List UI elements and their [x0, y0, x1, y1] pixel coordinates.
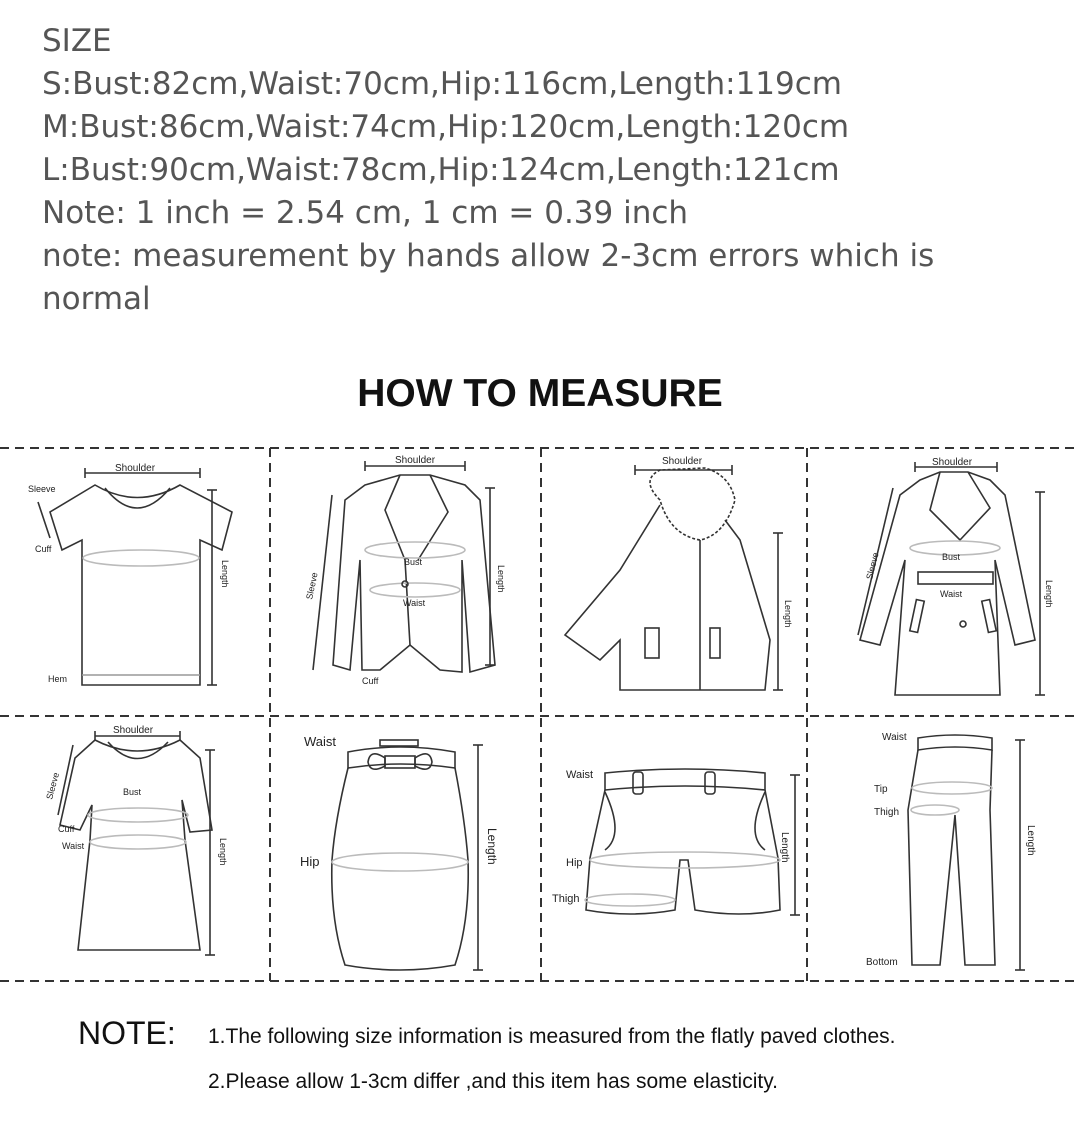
dress-cuff-label: Cuff	[58, 824, 75, 834]
tshirt-hem-label: Hem	[48, 674, 68, 684]
trench-waist-label: Waist	[940, 589, 963, 599]
skirt-hip-label: Hip	[300, 854, 320, 869]
pants-tip-label: Tip	[874, 784, 888, 795]
trench-shoulder-label: Shoulder	[932, 457, 973, 468]
cape-length-label: Length	[783, 600, 793, 628]
pants-thigh-label: Thigh	[874, 807, 900, 818]
blazer-length-label: Length	[496, 565, 506, 593]
size-s-line: S:Bust:82cm,Waist:70cm,Hip:116cm,Length:119cm	[42, 66, 842, 102]
tshirt-cuff-label: Cuff	[35, 544, 52, 554]
tshirt-diagram	[38, 468, 232, 685]
dress-shoulder-label: Shoulder	[113, 725, 154, 736]
cape-shoulder-label: Shoulder	[662, 456, 703, 467]
blazer-bust-label: Bust	[404, 557, 423, 567]
note-item-2: 2.Please allow 1-3cm differ ,and this item has some elasticity.	[208, 1070, 778, 1093]
measurement-error-note: note: measurement by hands allow 2-3cm errors which is normal	[42, 238, 935, 317]
dress-waist-label: Waist	[62, 841, 85, 851]
trench-coat-diagram	[858, 462, 1045, 695]
shorts-waist-label: Waist	[566, 769, 594, 781]
cape-diagram	[565, 465, 783, 690]
measure-diagram-grid	[0, 440, 1080, 985]
size-info	[42, 20, 1052, 321]
shorts-diagram	[585, 769, 800, 915]
shorts-thigh-label: Thigh	[552, 893, 580, 905]
skirt-length-label: Length	[485, 828, 499, 865]
shorts-hip-label: Hip	[566, 857, 583, 869]
measure-diagrams	[0, 440, 1080, 985]
pants-length-label: Length	[1025, 825, 1036, 856]
dress-sleeve-label: Sleeve	[44, 771, 62, 801]
size-l-line: L:Bust:90cm,Waist:78cm,Hip:124cm,Length:121cm	[42, 152, 840, 188]
pants-diagram	[908, 735, 1025, 970]
blazer-cuff-label: Cuff	[362, 676, 379, 686]
dress-length-label: Length	[218, 838, 228, 866]
blazer-shoulder-label: Shoulder	[395, 455, 436, 466]
note-item-1: 1.The following size information is measured from the flatly paved clothes.	[208, 1025, 896, 1048]
dress-bust-label: Bust	[123, 787, 142, 797]
shorts-length-label: Length	[779, 832, 790, 863]
skirt-diagram	[332, 740, 483, 970]
trench-length-label: Length	[1044, 580, 1054, 608]
grid-lines	[0, 448, 1080, 981]
tshirt-length-label: Length	[220, 560, 230, 588]
how-to-measure-title: HOW TO MEASURE	[357, 372, 723, 415]
tshirt-sleeve-label: Sleeve	[28, 484, 56, 494]
skirt-waist-label: Waist	[304, 734, 337, 749]
blazer-sleeve-label: Sleeve	[304, 571, 320, 601]
pants-bottom-label: Bottom	[866, 957, 898, 968]
size-title: SIZE	[42, 23, 112, 59]
note-heading: NOTE:	[78, 1015, 176, 1051]
pants-waist-label: Waist	[882, 732, 907, 743]
blazer-waist-label: Waist	[403, 598, 426, 608]
trench-bust-label: Bust	[942, 552, 961, 562]
unit-conversion-note: Note: 1 inch = 2.54 cm, 1 cm = 0.39 inch	[42, 195, 689, 231]
trench-sleeve-label: Sleeve	[864, 551, 881, 581]
tshirt-shoulder-label: Shoulder	[115, 463, 156, 474]
size-m-line: M:Bust:86cm,Waist:74cm,Hip:120cm,Length:120cm	[42, 109, 850, 145]
